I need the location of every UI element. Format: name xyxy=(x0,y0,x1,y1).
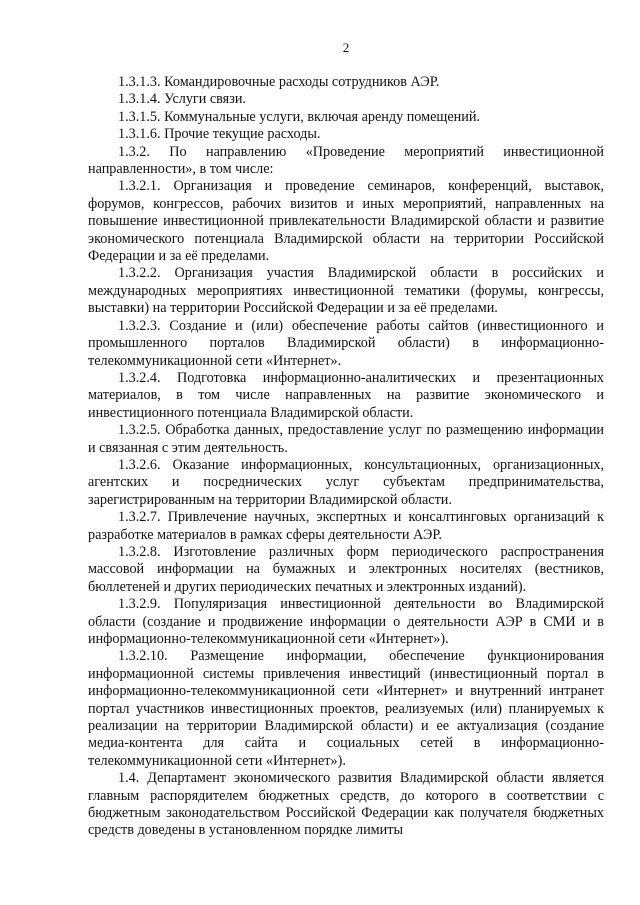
paragraph-1-3-2-1: 1.3.2.1. Организация и проведение семинаров, конференций, выставок, форумов, конгрессов, рабочих визитов и иных мероприятий, направленных на повышение инвестиционной привлекательности Владимирской области и развитие экономического потенциала Владимирской области на территории Российской Федерации и за её пределами. xyxy=(88,178,604,265)
paragraph-1-3-2-4: 1.3.2.4. Подготовка информационно-аналитических и презентационных материалов, в том числе направленных на развитие экономического и инвестиционного потенциала Владимирской области. xyxy=(88,369,604,421)
document-body xyxy=(88,74,604,840)
paragraph-1-3-2-3: 1.3.2.3. Создание и (или) обеспечение работы сайтов (инвестиционного и промышленного порталов Владимирской области) в информационно-телекоммуникационной сети «Интернет». xyxy=(88,317,604,369)
paragraph-1-3-2-5: 1.3.2.5. Обработка данных, предоставление услуг по размещению информации и связанная с этим деятельность. xyxy=(88,422,604,456)
paragraph-1-4: 1.4. Департамент экономического развития Владимирской области является главным распорядителем бюджетных средств, до которого в соответствии с бюджетным законодательством Российской Федерации как получателя бюджетных средств доведены в установленном порядке лимиты xyxy=(88,770,604,839)
paragraph-1-3-2-7: 1.3.2.7. Привлечение научных, экспертных и консалтинговых организаций к разработке материалов в рамках сферы деятельности АЭР. xyxy=(88,509,604,543)
paragraph-1-3-2-8: 1.3.2.8. Изготовление различных форм периодического распространения массовой информации на бумажных и электронных носителях (вестников, бюллетеней и других периодических печатных и электронных изданий). xyxy=(88,543,604,595)
paragraph-1-3-2-6: 1.3.2.6. Оказание информационных, консультационных, организационных, агентских и посреднических услуг субъектам предпринимательства, зарегистрированным на территории Владимирской области. xyxy=(88,456,604,508)
paragraph-1-3-2: 1.3.2. По направлению «Проведение мероприятий инвестиционной направленности», в том числе: xyxy=(88,143,604,178)
paragraph-1-3-1-5: 1.3.1.5. Коммунальные услуги, включая аренду помещений. xyxy=(118,108,480,125)
paragraph-1-3-1-3: 1.3.1.3. Командировочные расходы сотрудников АЭР. xyxy=(118,74,440,90)
paragraph-1-3-2-9: 1.3.2.9. Популяризация инвестиционной деятельности во Владимирской области (создание и продвижение информации о деятельности АЭР в СМИ и в информационно-телекоммуникационной сети «Интернет»). xyxy=(88,596,604,647)
paragraph-1-3-1-4: 1.3.1.4. Услуги связи. xyxy=(118,91,246,108)
paragraph-1-3-1-6: 1.3.1.6. Прочие текущие расходы. xyxy=(118,126,321,143)
page-number: 2 xyxy=(342,40,350,55)
paragraph-1-3-2-10: 1.3.2.10. Размещение информации, обеспечение функционирования информационной системы привлечения инвестиций (инвестиционный портал в информационно-телекоммуникационной сети «Интернет» и внутренний интранет портал участников инвестиционных проектов, реализуемых (или) планируемых к реализации на территории Владимирской области) и ее актуализация (создание медиа-контента для сайта и социальных сетей в информационно-телекоммуникационной сети «Интернет»). xyxy=(88,648,604,769)
paragraph-1-3-2-2: 1.3.2.2. Организация участия Владимирской области в российских и международных мероприятиях инвестиционной тематики (форумы, конгрессы, выставки) на территории Российской Федерации и за её пределами. xyxy=(88,265,604,317)
